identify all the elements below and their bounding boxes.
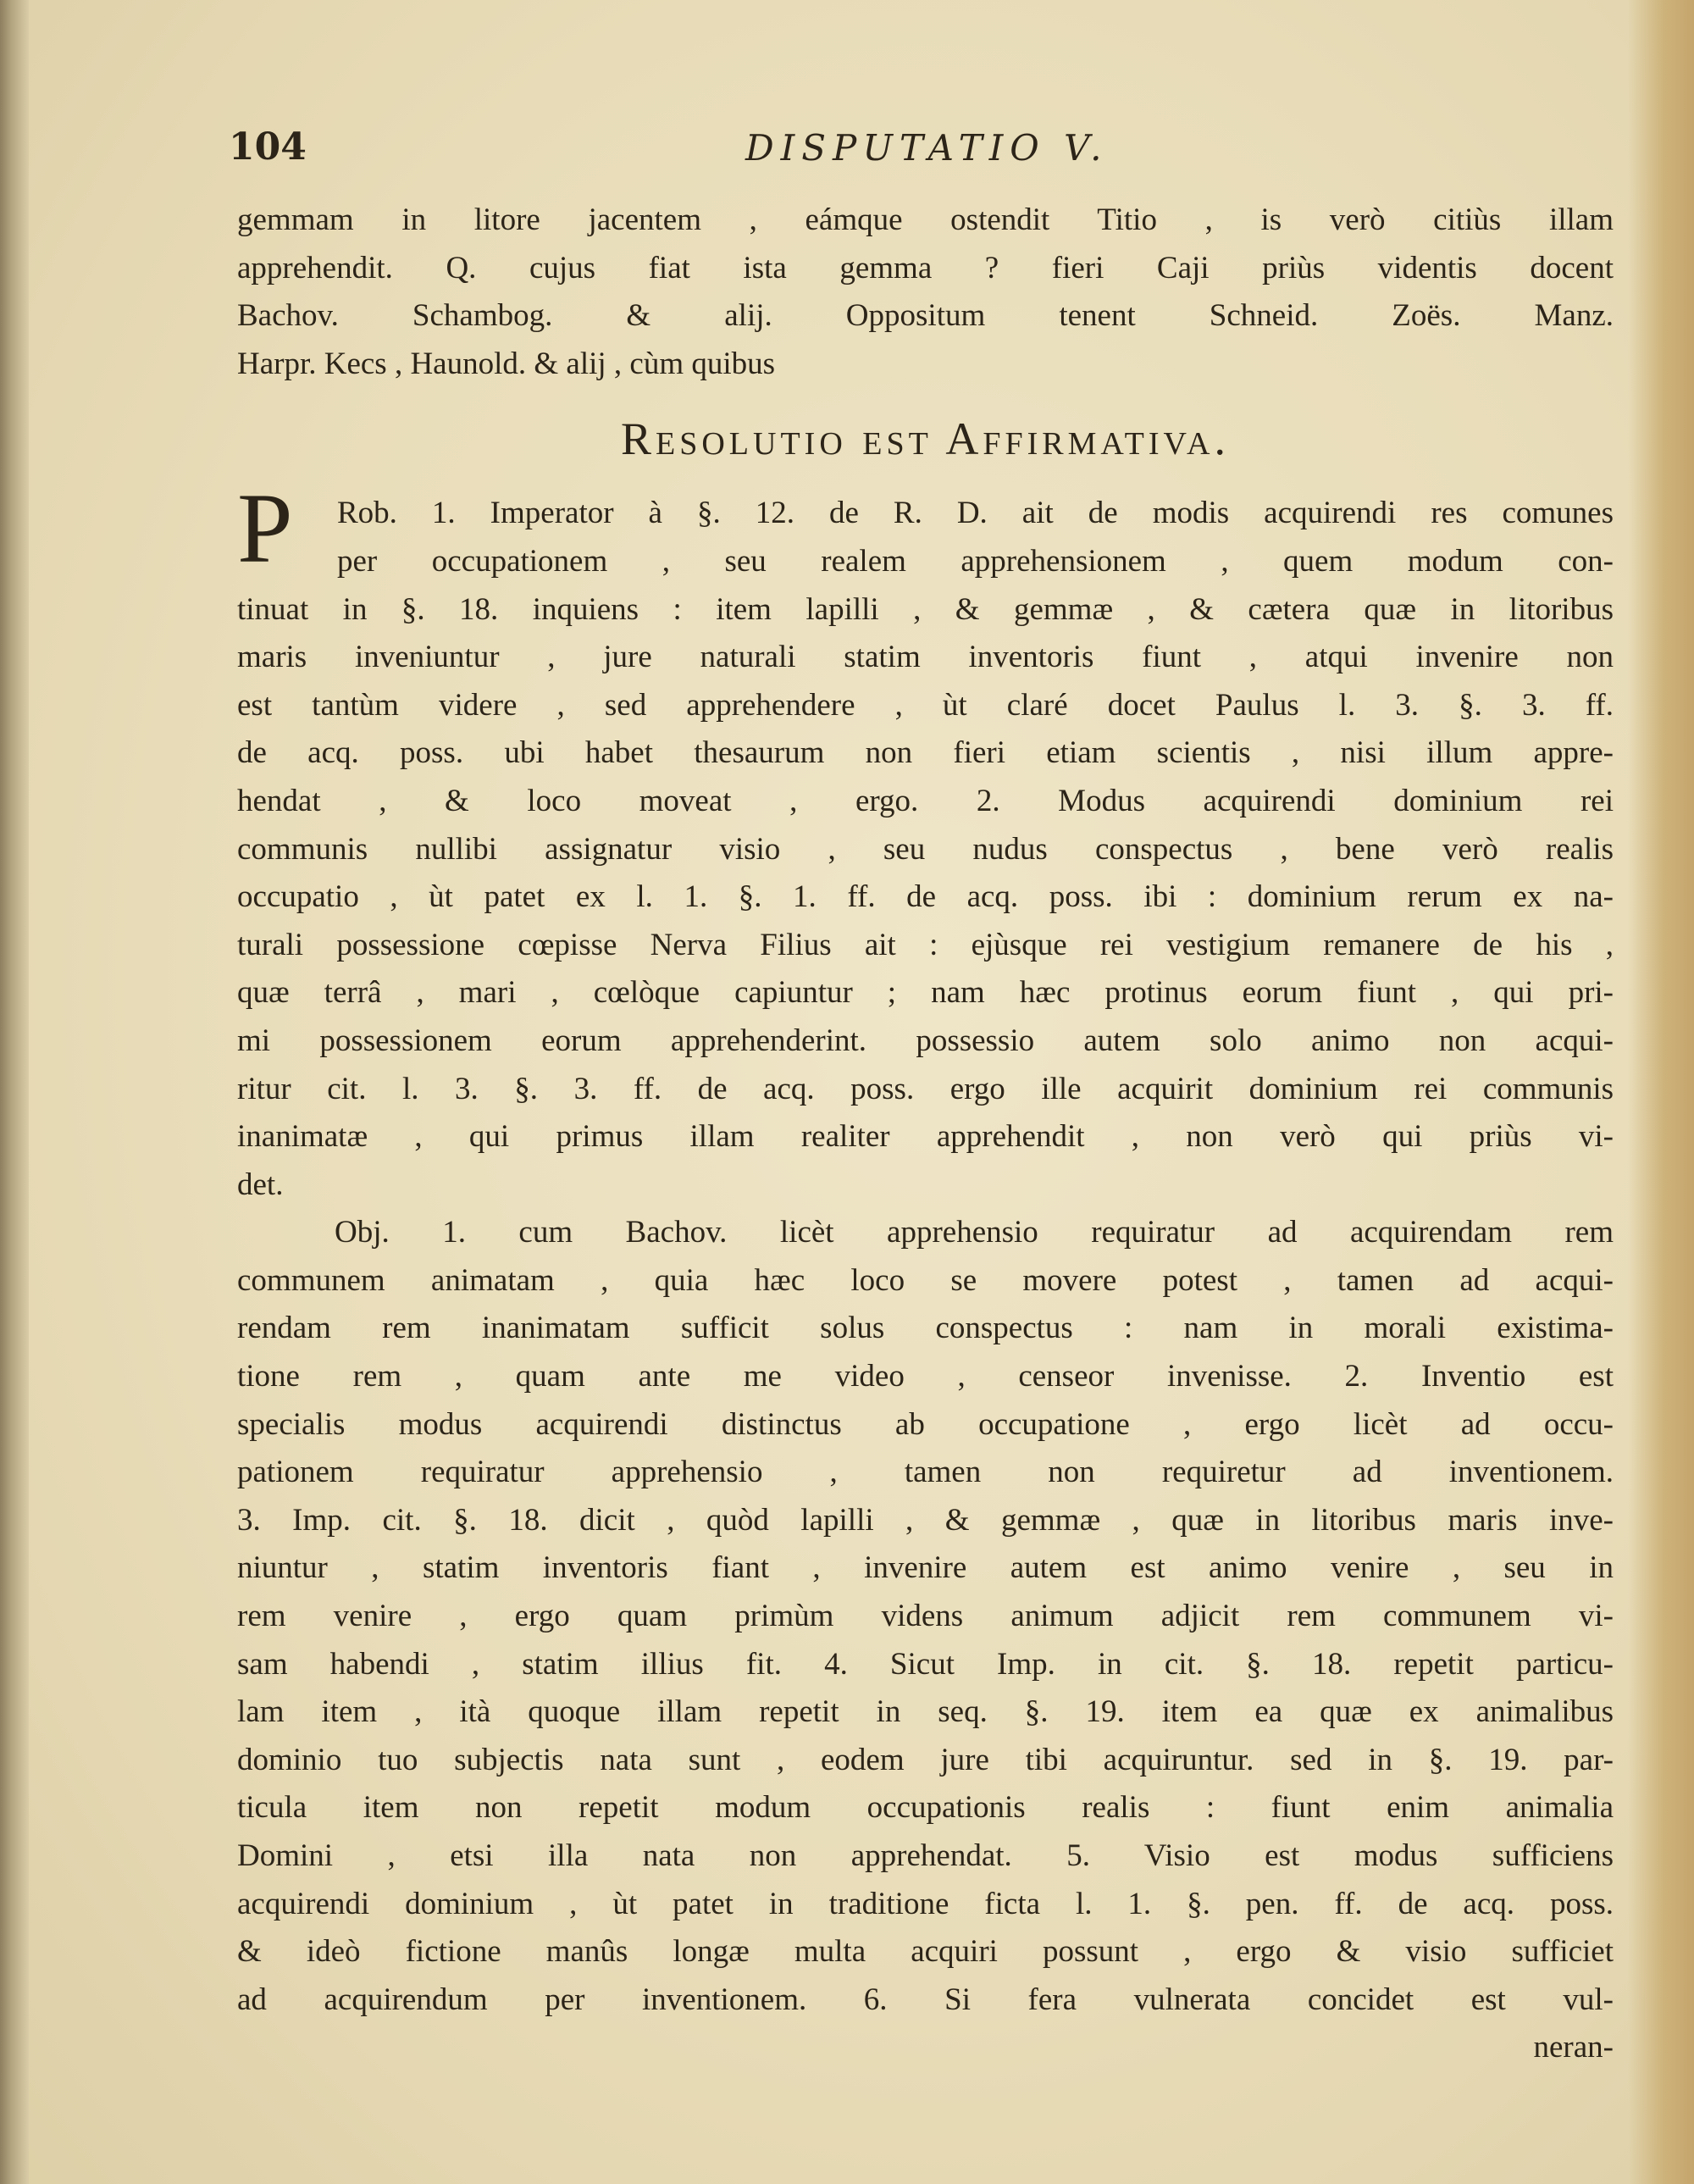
objection-line: lam item , ità quoque illam repetit in seq. §. 19. item ea quæ ex animalibus (237, 1694, 1614, 1730)
objection-line: niuntur , statim inventoris fiant , invenire autem est animo venire , seu in (237, 1550, 1614, 1586)
intro-line: apprehendit. Q. cujus fiat ista gemma ? fieri Caji priùs videntis docent (237, 250, 1614, 285)
objection-line: ticula item non repetit modum occupationis realis : fiunt enim animalia (237, 1790, 1614, 1826)
body-line: tinuat in §. 18. inquiens : item lapilli , & gemmæ , & cætera quæ in litoribus (237, 591, 1614, 627)
body-line: ritur cit. l. 3. §. 3. ff. de acq. poss. ergo ille acquirit dominium rei communis (237, 1071, 1614, 1106)
body-line: occupatio , ùt patet ex l. 1. §. 1. ff. de acq. poss. ibi : dominium rerum ex na- (237, 879, 1614, 915)
objection-line: rem venire , ergo quam primùm videns animum adjicit rem communem vi- (237, 1599, 1614, 1634)
objection-line: rendam rem inanimatam sufficit solus conspectus : nam in morali existima- (237, 1311, 1614, 1346)
objection-line: acquirendi dominium , ùt patet in traditione ficta l. 1. §. pen. ff. de acq. poss. (237, 1886, 1614, 1921)
objection-line: specialis modus acquirendi distinctus ab occupatione , ergo licèt ad occu- (237, 1406, 1614, 1442)
body-line: mi possessionem eorum apprehenderint. possessio autem solo animo non acqui- (237, 1023, 1614, 1058)
intro-line: Harpr. Kecs , Haunold. & alij , cùm quibus (237, 346, 776, 381)
body-line: maris inveniuntur , jure naturali statim inventoris fiunt , atqui invenire non (237, 640, 1614, 675)
page-header (229, 125, 1592, 185)
body-line: Rob. 1. Imperator à §. 12. de R. D. ait de modis acquirendi res comunes (337, 496, 1614, 531)
objection-line: Obj. 1. cum Bachov. licèt apprehensio requiratur ad acquirendam rem (335, 1215, 1614, 1250)
body-line: quæ terrâ , mari , cœlòque capiuntur ; nam hæc protinus eorum fiunt , qui pri- (237, 975, 1614, 1011)
text-block (237, 197, 1614, 2072)
objection-line: pationem requiratur apprehensio , tamen non requiretur ad inventionem. (237, 1455, 1614, 1490)
objection-line: 3. Imp. cit. §. 18. dicit , quòd lapilli , & gemmæ , quæ in litoribus maris inve- (237, 1502, 1614, 1538)
drop-cap: P (237, 473, 293, 584)
section-heading: Resolutio est Affirmativa. (621, 413, 1230, 465)
body-line: turali possessione cœpisse Nerva Filius ait : ejùsque rei vestigium remanere de his , (237, 927, 1614, 962)
page-number: 104 (229, 125, 307, 169)
running-head: DISPUTATIO V. (745, 127, 1109, 169)
objection-line: Domini , etsi illa nata non apprehendat. 5. Visio est modus sufficiens (237, 1838, 1614, 1873)
body-line: de acq. poss. ubi habet thesaurum non fieri etiam scientis , nisi illum appre- (237, 735, 1614, 771)
page-right-edge (1628, 0, 1694, 2184)
catchword: neran- (1533, 2030, 1614, 2065)
objection-line: ad acquirendum per inventionem. 6. Si fera vulnerata concidet est vul- (237, 1982, 1614, 2017)
body-line: communis nullibi assignatur visio , seu nudus conspectus , bene verò realis (237, 831, 1614, 867)
body-line: hendat , & loco moveat , ergo. 2. Modus acquirendi dominium rei (237, 783, 1614, 818)
intro-line: Bachov. Schambog. & alij. Oppositum tenent Schneid. Zoës. Manz. (237, 298, 1614, 334)
objection-line: & ideò fictione manûs longæ multa acquiri possunt , ergo & visio sufficiet (237, 1934, 1614, 1970)
objection-line: tione rem , quam ante me video , censeor invenisse. 2. Inventio est (237, 1359, 1614, 1394)
body-line: inanimatæ , qui primus illam realiter apprehendit , non verò qui priùs vi- (237, 1119, 1614, 1155)
objection-line: communem animatam , quia hæc loco se movere potest , tamen ad acqui- (237, 1262, 1614, 1298)
body-line: est tantùm videre , sed apprehendere , ùt claré docet Paulus l. 3. §. 3. ff. (237, 687, 1614, 723)
objection-line: dominio tuo subjectis nata sunt , eodem jure tibi acquiruntur. sed in §. 19. par- (237, 1742, 1614, 1777)
body-line: det. (237, 1167, 284, 1202)
page-left-shadow (0, 0, 29, 2184)
intro-line: gemmam in litore jacentem , eámque ostendit Titio , is verò citiùs illam (237, 202, 1614, 237)
body-line: per occupationem , seu realem apprehensionem , quem modum con- (337, 543, 1614, 579)
objection-line: sam habendi , statim illius fit. 4. Sicut Imp. in cit. §. 18. repetit particu- (237, 1646, 1614, 1682)
